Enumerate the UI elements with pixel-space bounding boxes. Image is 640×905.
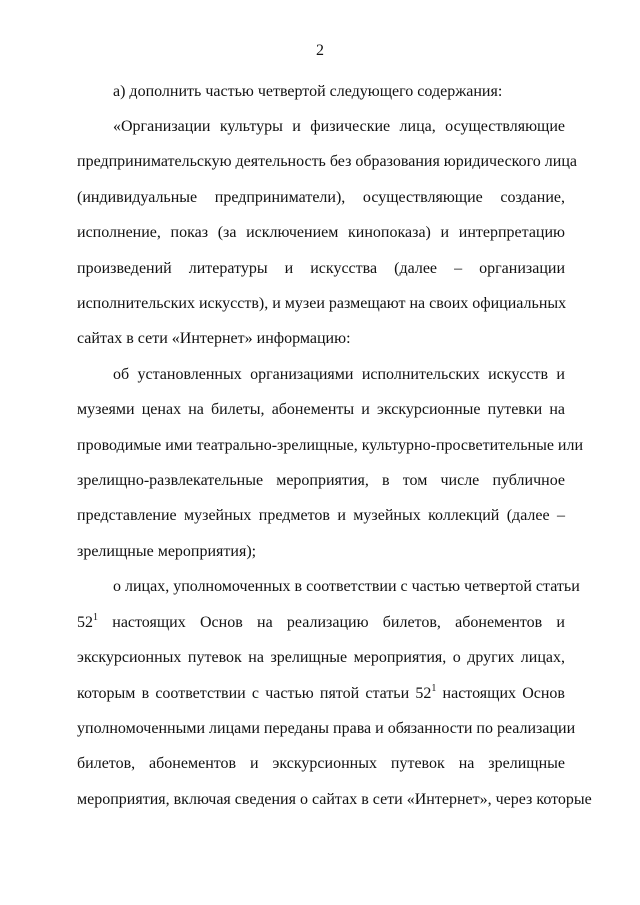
text-line: музеями ценах на билеты, абонементы и экскурсионные путевки на bbox=[77, 401, 565, 418]
text-line: зрелищно-развлекательные мероприятия, в том числе публичное bbox=[77, 472, 565, 489]
text-line: мероприятия, включая сведения о сайтах в сети «Интернет», через которые bbox=[77, 791, 592, 808]
text-line: а) дополнить частью четвертой следующего содержания: bbox=[113, 83, 503, 100]
text-line: представление музейных предметов и музейных коллекций (далее – bbox=[77, 507, 565, 524]
line-rest: настоящих Основ на реализацию билетов, абонементов и bbox=[98, 614, 565, 631]
superscript: 1 bbox=[431, 682, 437, 694]
page-number: 2 bbox=[316, 42, 324, 59]
text-line: билетов, абонементов и экскурсионных путевок на зрелищные bbox=[77, 755, 565, 772]
line-start: 52 bbox=[77, 614, 93, 631]
text-line: «Организации культуры и физические лица, осуществляющие bbox=[113, 118, 565, 135]
line-start: которым в соответствии с частью пятой статьи 52 bbox=[77, 685, 432, 702]
text-line bbox=[77, 684, 565, 704]
text-line: о лицах, уполномоченных в соответствии с частью четвертой статьи bbox=[113, 578, 580, 595]
text-line bbox=[77, 613, 565, 633]
text-line: проводимые ими театрально-зрелищные, культурно-просветительные или bbox=[77, 437, 584, 454]
superscript: 1 bbox=[93, 611, 98, 623]
text-line: (индивидуальные предприниматели), осуществляющие создание, bbox=[77, 189, 565, 206]
line-rest: настоящих Основ bbox=[436, 685, 565, 702]
text-line: исполнение, показ (за исключением кинопоказа) и интерпретацию bbox=[77, 224, 565, 241]
text-line: об установленных организациями исполнительских искусств и bbox=[113, 366, 565, 383]
text-line: сайтах в сети «Интернет» информацию: bbox=[77, 330, 351, 347]
text-line: экскурсионных путевок на зрелищные мероприятия, о других лицах, bbox=[77, 649, 565, 666]
text-line: исполнительских искусств), и музеи размещают на своих официальных bbox=[77, 295, 567, 312]
text-line: зрелищные мероприятия); bbox=[77, 543, 257, 560]
text-line: предпринимательскую деятельность без образования юридического лица bbox=[77, 153, 577, 170]
text-line: произведений литературы и искусства (далее – организации bbox=[77, 260, 565, 277]
text-line: уполномоченными лицами переданы права и обязанности по реализации bbox=[77, 720, 576, 737]
